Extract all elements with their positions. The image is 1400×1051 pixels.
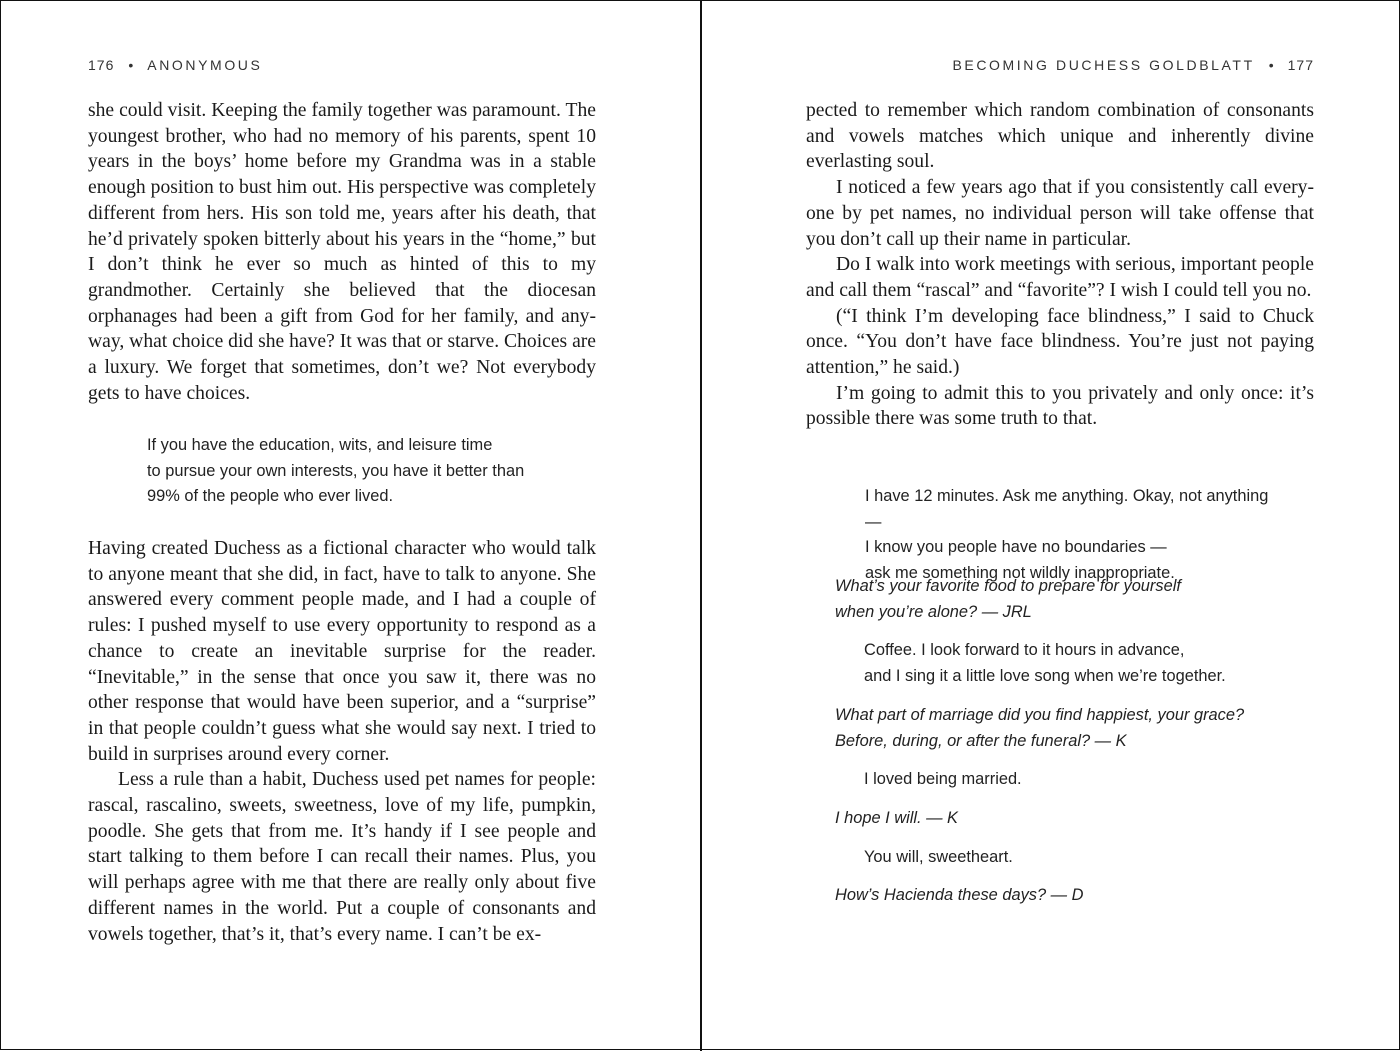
left-tweet: [147, 433, 567, 510]
left-running-head: [88, 57, 596, 77]
qa-question-2: [835, 703, 1315, 754]
left-page-number: 176: [88, 57, 115, 73]
qa-answer-2: [835, 767, 1315, 793]
qa-line: and I sing it a little love song when we’re together.: [864, 666, 1226, 685]
qa-answer-1: [835, 638, 1315, 689]
tweet-line: I have 12 minutes. Ask me anything. Okay, not anything —: [865, 487, 1269, 531]
left-paragraph-2: Having created Duchess as a fictional character who would talk to anyone meant that she did, in fact, have to talk to anyone. She answered every comment people made, and I had a couple of rules: I pushed myself to use every opportunity to respond as a chance to create an inevitable surprise for the reader. “Inevitable,” in the sense that once you saw it, there was no other response that would have been superior, and a “surprise” in that people couldn’t guess what she would say next. I tried to build in surprises around every corner.: [88, 538, 596, 765]
left-page: [88, 1, 596, 1051]
qa-question-4: [835, 883, 1315, 909]
left-body: [88, 98, 596, 406]
qa-question-3: [835, 806, 1315, 832]
qa-answer-3: [835, 845, 1315, 871]
tweet-line: If you have the education, wits, and leisure time: [147, 436, 493, 454]
left-paragraph-1: she could visit. Keeping the family together was paramount. The youngest brother, who had no memory of his parents, spent 10 years in the boys’ home before my Grandma was in a stable enough position to bust him out. His perspective was completely different from hers. His son told me, years after his death, that he’d privately spoken bitterly about his years in the “home,” but I don’t think he ever so much as hinted of this to my grandmother. Certainly she believed that the diocesan orphanages had been a gift from God for her family, and anyway, what choice did she have? It was that or starve. Choices are a luxury. We forget that sometimes, don’t we? Not everybody gets to have choices.: [88, 100, 596, 404]
right-paragraph-5: I’m going to admit this to you privately and only once: it’s possible there was some truth to that.: [806, 382, 1314, 430]
right-paragraph-3: Do I walk into work meetings with serious, important people and call them “rascal” and “favorite”? I wish I could tell you no.: [806, 254, 1314, 301]
qa-line: I hope I will. — K: [835, 809, 958, 827]
tweet-line: 99% of the people who ever lived.: [147, 487, 394, 506]
right-page: [806, 1, 1314, 1051]
tweet-line: I know you people have no boundaries —: [865, 538, 1167, 557]
page-gutter: [700, 1, 702, 1051]
left-body-2: [88, 536, 596, 947]
right-tweet-intro: [865, 484, 1285, 587]
qa-line: Coffee. I look forward to it hours in advance,: [864, 641, 1185, 659]
tweet-line: ask me something not wildly inappropriate.: [865, 564, 1175, 583]
tweet-line: to pursue your own interests, you have it better than: [147, 461, 525, 480]
right-paragraph-1: pected to remember which random combination of consonants and vowels matches which unique and inherently divine everlasting soul.: [806, 100, 1314, 173]
qa-line: You will, sweetheart.: [864, 848, 1013, 866]
qa-line: What part of marriage did you find happiest, your grace?: [835, 706, 1245, 724]
left-running-title: ANONYMOUS: [147, 57, 263, 73]
qa-line: I loved being married.: [864, 770, 1022, 788]
qa-line: What’s your favorite food to prepare for yourself: [835, 577, 1181, 595]
right-paragraph-2: I noticed a few years ago that if you consistently call everyone by pet names, no individual person will take offense that you don’t call up their name in particular.: [806, 177, 1314, 250]
qa-question-1: [835, 574, 1315, 625]
left-paragraph-3: Less a rule than a habit, Duchess used pet names for people: rascal, rascalino, sweets, sweetness, love of my life, pumpkin, poodle. She gets that from me. It’s handy if I see people and start talking to them before I can recall their names. Plus, you will perhaps agree with me that there are really only about five different names in the world. Put a couple of consonants and vowels together, that’s it, that’s every name. I can’t be ex-: [88, 769, 596, 945]
qa-line: when you’re alone? — JRL: [835, 602, 1032, 621]
right-running-head: [806, 57, 1314, 77]
right-page-number: 177: [1287, 57, 1314, 73]
right-paragraph-4: (“I think I’m developing face blindness,” I said to Chuck once. “You don’t have face blindness. You’re just not paying attention,” he said.): [806, 305, 1314, 379]
right-running-title: BECOMING DUCHESS GOLDBLATT: [952, 57, 1255, 73]
right-body: [806, 98, 1314, 432]
qa-line: How’s Hacienda these days? — D: [835, 886, 1084, 904]
qa-line: Before, during, or after the funeral? — K: [835, 731, 1127, 750]
head-bullet: •: [128, 57, 134, 73]
head-bullet: •: [1268, 57, 1274, 73]
